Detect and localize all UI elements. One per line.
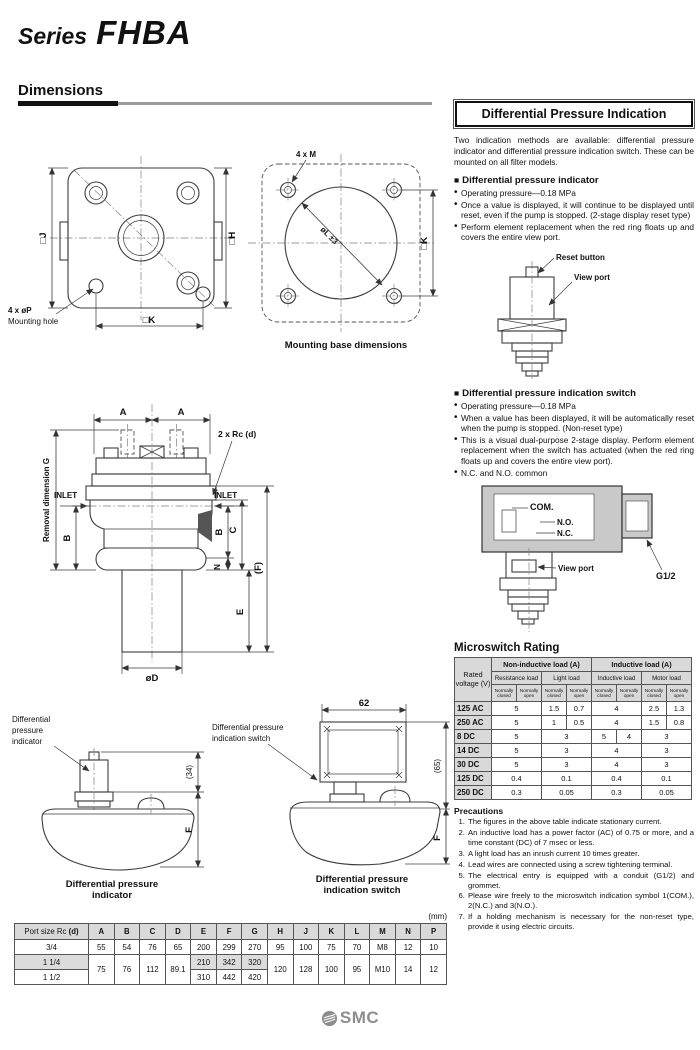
bullet-item: • Operating pressure—0.18 MPa bbox=[454, 401, 694, 412]
bullet-item: • Once a value is displayed, it will continue to be displayed until reset, even if the pump is stopped. (2-stage display reset type) bbox=[454, 200, 694, 221]
indicator-section-heading bbox=[454, 175, 694, 186]
switch-callout-2: indication switch bbox=[212, 734, 271, 743]
bullet-item: • Perform element replacement when the red ring floats up and covers the entire view port. bbox=[454, 222, 694, 243]
col-header: N bbox=[395, 924, 421, 940]
indicator-callout-1: Differential bbox=[12, 715, 51, 724]
rating-value-cell: 4 bbox=[617, 730, 642, 744]
dim-34-label: (34) bbox=[185, 764, 194, 780]
indicator-detail-figure bbox=[454, 247, 694, 381]
switch-callout-1: Differential pressure bbox=[212, 723, 284, 732]
precaution-item: 5. The electrical entry is equipped with a conduit (G1/2) and grommet. bbox=[467, 871, 694, 891]
filter-housing bbox=[42, 794, 194, 870]
rated-voltage-cell: 125 AC bbox=[455, 702, 492, 716]
microswitch-rating-table bbox=[454, 657, 692, 800]
precaution-item: 2. An inductive load has a power factor (AC) of 0.75 or more, and a time constant (DC) of 7 msec or less. bbox=[467, 828, 694, 848]
col-header: M bbox=[370, 924, 396, 940]
bullet-item: • When a value has been displayed, it will be automatically reset when the pump is stopped. (Non-reset type) bbox=[454, 413, 694, 434]
dimension-value-cell: 320 bbox=[242, 955, 268, 970]
col-header: G bbox=[242, 924, 268, 940]
normally-closed-header: Normally closed bbox=[642, 685, 667, 702]
dimension-value-cell: 342 bbox=[216, 955, 242, 970]
dimension-row bbox=[15, 955, 447, 970]
normally-closed-header: Normally closed bbox=[492, 685, 517, 702]
unit-label: (mm) bbox=[428, 912, 447, 921]
inductive-load-header: Inductive load (A) bbox=[592, 658, 692, 672]
intro-paragraph: Two indication methods are available: differential pressure indicator and differential pressure indication switch. These can be mounted on all filter models. bbox=[454, 135, 694, 167]
precaution-item: 3. A light load has an inrush current 10 times greater. bbox=[467, 849, 694, 859]
dimension-value-cell: 12 bbox=[421, 955, 447, 985]
rating-value-cell: 0.4 bbox=[592, 772, 642, 786]
microswitch-row bbox=[455, 716, 692, 730]
rating-value-cell: 3 bbox=[542, 744, 592, 758]
precautions-list bbox=[454, 817, 694, 932]
dimension-value-cell: 95 bbox=[344, 955, 370, 985]
port-size-header-d: (d) bbox=[68, 927, 79, 936]
switch-view-port-label: View port bbox=[558, 564, 594, 574]
precautions-title: Precautions bbox=[454, 806, 504, 817]
rating-value-cell: 5 bbox=[492, 758, 542, 772]
rating-value-cell: 2.5 bbox=[642, 702, 667, 716]
right-column bbox=[454, 100, 694, 933]
dim-h-label: □H bbox=[227, 231, 238, 245]
rating-value-cell: 4 bbox=[592, 702, 642, 716]
rating-value-cell: 0.3 bbox=[592, 786, 642, 800]
indicator-figure bbox=[10, 710, 215, 902]
dimension-value-cell: 100 bbox=[319, 955, 345, 985]
dimension-value-cell: 70 bbox=[344, 940, 370, 955]
differential-pressure-indication-title: Differential Pressure Indication bbox=[455, 101, 693, 127]
rated-voltage-cell: 30 DC bbox=[455, 758, 492, 772]
rating-value-cell: 0.7 bbox=[567, 702, 592, 716]
normally-closed-header: Normally closed bbox=[592, 685, 617, 702]
indicator-device bbox=[498, 261, 566, 379]
rating-value-cell: 5 bbox=[492, 730, 542, 744]
smc-logo-text: SMC bbox=[339, 1008, 380, 1027]
microswitch-row bbox=[455, 758, 692, 772]
square-bullet-icon: ■ bbox=[454, 387, 460, 398]
col-header: F bbox=[216, 924, 242, 940]
indicator-caption-1: Differential pressure bbox=[65, 879, 159, 890]
rating-value-cell: 4 bbox=[592, 716, 642, 730]
rating-value-cell: 4 bbox=[592, 744, 642, 758]
rating-value-cell: 5 bbox=[492, 744, 542, 758]
dimension-value-cell: 76 bbox=[140, 940, 166, 955]
rated-voltage-cell: 250 DC bbox=[455, 786, 492, 800]
dimension-value-cell: 420 bbox=[242, 970, 268, 985]
section-hatch bbox=[198, 510, 212, 542]
mounting-hole-callout-sub: Mounting hole bbox=[8, 317, 59, 326]
normally-open-header: Normally open bbox=[667, 685, 692, 702]
section-rule bbox=[18, 101, 432, 106]
dim-d-label: øD bbox=[145, 673, 159, 684]
rated-voltage-cell: 8 DC bbox=[455, 730, 492, 744]
normally-open-header: Normally open bbox=[617, 685, 642, 702]
dimension-value-cell: 14 bbox=[395, 955, 421, 985]
dimension-value-cell: 76 bbox=[114, 955, 140, 985]
microswitch-row bbox=[455, 730, 692, 744]
indicator-heading-text: Differential pressure indicator bbox=[462, 175, 599, 186]
rated-voltage-header: Rated voltage (V) bbox=[455, 658, 492, 702]
dimension-value-cell: 120 bbox=[267, 955, 293, 985]
col-header: K bbox=[319, 924, 345, 940]
rating-value-cell: 3 bbox=[542, 758, 592, 772]
inlet-left-label: INLET bbox=[54, 491, 78, 500]
rating-value-cell: 0.1 bbox=[642, 772, 692, 786]
precaution-item: 7. If a holding mechanism is necessary for the non-reset type, provide it using electric circuits. bbox=[467, 912, 694, 932]
inductive-load-subheader: Inductive load bbox=[592, 672, 642, 685]
rating-value-cell: 3 bbox=[642, 730, 692, 744]
dim-b-right-label: B bbox=[214, 528, 225, 536]
rating-value-cell: 0.4 bbox=[492, 772, 542, 786]
microswitch-row bbox=[455, 702, 692, 716]
bullet-item: • This is a visual dual-purpose 2-stage display. Perform element replacement when the switch has actuated (when the red ring floats up and covers the entire view port). bbox=[454, 435, 694, 467]
square-bullet-icon: ■ bbox=[454, 175, 460, 185]
dimensions-title: Dimensions bbox=[18, 82, 104, 99]
dim-a-right-label: A bbox=[177, 407, 185, 418]
bullet-item: • Operating pressure—0.18 MPa bbox=[454, 188, 694, 199]
switch-section-heading bbox=[454, 388, 694, 399]
port-thread-callout: 2 x Rc (d) bbox=[218, 429, 257, 439]
filter-body-section bbox=[90, 500, 212, 548]
no-terminal-label: N.O. bbox=[557, 518, 574, 528]
port-size-header-text: Port size Rc bbox=[24, 927, 67, 936]
inlet-right-label: INLET bbox=[214, 491, 238, 500]
rating-value-cell: 1.5 bbox=[542, 702, 567, 716]
switch-figure bbox=[210, 694, 452, 898]
switch-bullets bbox=[454, 401, 694, 478]
microswitch-row bbox=[455, 786, 692, 800]
normally-open-header: Normally open bbox=[517, 685, 542, 702]
indicator-bullets bbox=[454, 188, 694, 243]
dimension-value-cell: 112 bbox=[140, 955, 166, 985]
col-header: H bbox=[267, 924, 293, 940]
precaution-item: 1. The figures in the above table indicate stationary current. bbox=[467, 817, 694, 827]
smc-logo-icon bbox=[321, 1010, 338, 1027]
col-header: A bbox=[89, 924, 115, 940]
dim-n-label: N bbox=[213, 564, 222, 570]
col-header: E bbox=[191, 924, 217, 940]
col-header: L bbox=[344, 924, 370, 940]
dimension-value-cell: 55 bbox=[89, 940, 115, 955]
switch-caption-1: Differential pressure bbox=[315, 874, 409, 885]
base-hole-callout: 4 x M bbox=[296, 150, 317, 159]
rated-voltage-cell: 125 DC bbox=[455, 772, 492, 786]
motor-load-header: Motor load bbox=[642, 672, 692, 685]
col-header: D bbox=[165, 924, 191, 940]
dim-c-label: C bbox=[228, 526, 239, 534]
dimensions-header bbox=[18, 82, 432, 106]
rating-value-cell: 5 bbox=[492, 702, 542, 716]
dim-k-label: □K bbox=[142, 315, 156, 326]
removal-dimension-label: Removal dimension G bbox=[42, 457, 51, 543]
dim-j-label: □J bbox=[38, 232, 49, 244]
filter-housing bbox=[290, 786, 440, 865]
port-size-cell: 1 1/4 bbox=[15, 955, 89, 970]
dimension-value-cell: 95 bbox=[267, 940, 293, 955]
filter-cross-section-drawing bbox=[16, 396, 288, 696]
non-inductive-load-header: Non-inductive load (A) bbox=[492, 658, 592, 672]
com-terminal-label: COM. bbox=[530, 502, 554, 513]
switch-body-stem bbox=[500, 548, 556, 632]
dimension-value-cell: 100 bbox=[293, 940, 319, 955]
dim-62-label: 62 bbox=[358, 698, 370, 709]
microswitch-row bbox=[455, 772, 692, 786]
filter-top-view-drawing bbox=[6, 146, 240, 352]
bullet-item: • N.C. and N.O. common bbox=[454, 468, 694, 479]
rating-value-cell: 0.1 bbox=[542, 772, 592, 786]
dim-a-left-label: A bbox=[119, 407, 127, 418]
col-header: C bbox=[140, 924, 166, 940]
dimension-value-cell: 310 bbox=[191, 970, 217, 985]
normally-open-header: Normally open bbox=[567, 685, 592, 702]
dimension-value-cell: 270 bbox=[242, 940, 268, 955]
dimension-table-wrap bbox=[14, 923, 447, 985]
filter-cap bbox=[86, 446, 216, 500]
dimension-value-cell: 442 bbox=[216, 970, 242, 985]
base-dim-k-label: □K bbox=[419, 236, 430, 250]
indicator-caption-2: indicator bbox=[91, 890, 133, 901]
rating-value-cell: 3 bbox=[542, 730, 592, 744]
precaution-item: 4. Lead wires are connected using a screw tightening terminal. bbox=[467, 860, 694, 870]
rating-value-cell: 1.3 bbox=[667, 702, 692, 716]
normally-closed-header: Normally closed bbox=[542, 685, 567, 702]
indicator-detail-drawing bbox=[454, 247, 691, 381]
reset-button-label: Reset button bbox=[556, 252, 605, 262]
mounting-hole-callout: 4 x øP bbox=[8, 306, 32, 315]
col-header: J bbox=[293, 924, 319, 940]
light-load-header: Light load bbox=[542, 672, 592, 685]
lower-flange bbox=[96, 548, 206, 570]
dimension-value-cell: 10 bbox=[421, 940, 447, 955]
dim-e-label: E bbox=[235, 608, 246, 616]
rating-value-cell: 0.8 bbox=[667, 716, 692, 730]
port-size-cell: 3/4 bbox=[15, 940, 89, 955]
rating-value-cell: 4 bbox=[592, 758, 642, 772]
dimension-value-cell: 65 bbox=[165, 940, 191, 955]
dimension-value-cell: 75 bbox=[319, 940, 345, 955]
switch-heading-text: Differential pressure indication switch bbox=[462, 387, 636, 399]
dim-65-label: (65) bbox=[433, 758, 442, 774]
resistance-load-header: Resistance load bbox=[492, 672, 542, 685]
switch-detail-figure bbox=[454, 482, 694, 634]
rated-voltage-cell: 14 DC bbox=[455, 744, 492, 758]
page-title bbox=[18, 14, 192, 52]
microswitch-rating-title: Microswitch Rating bbox=[454, 642, 560, 655]
dim-f-label: (F) bbox=[253, 561, 264, 575]
port-size-header bbox=[15, 924, 89, 940]
rating-value-cell: 0.5 bbox=[567, 716, 592, 730]
mounting-base-caption: Mounting base dimensions bbox=[284, 340, 408, 351]
conduit-label: G1/2 bbox=[656, 571, 676, 582]
rating-value-cell: 0.3 bbox=[492, 786, 542, 800]
rating-value-cell: 5 bbox=[592, 730, 617, 744]
rule-gray bbox=[118, 102, 432, 105]
rating-value-cell: 0.05 bbox=[542, 786, 592, 800]
indicator-callout-2: pressure bbox=[12, 726, 44, 735]
port-size-cell: 1 1/2 bbox=[15, 970, 89, 985]
mounting-base-drawing bbox=[240, 146, 452, 358]
dim-b-left-label: B bbox=[62, 534, 73, 542]
indicator-callout-3: indicator bbox=[12, 737, 43, 746]
dimension-value-cell: 200 bbox=[191, 940, 217, 955]
rating-value-cell: 3 bbox=[642, 744, 692, 758]
microswitch-row bbox=[455, 744, 692, 758]
dimension-value-cell: M10 bbox=[370, 955, 396, 985]
series-prefix: Series bbox=[18, 23, 88, 49]
view-port-label: View port bbox=[574, 272, 610, 282]
dimension-value-cell: 299 bbox=[216, 940, 242, 955]
footer-logo bbox=[0, 1008, 700, 1028]
rating-value-cell: 3 bbox=[642, 758, 692, 772]
dimension-value-cell: 54 bbox=[114, 940, 140, 955]
dimension-value-cell: 75 bbox=[89, 955, 115, 985]
rule-black bbox=[18, 101, 118, 106]
col-header: B bbox=[114, 924, 140, 940]
dimension-table bbox=[14, 923, 447, 985]
col-header: P bbox=[421, 924, 447, 940]
dimension-value-cell: 12 bbox=[395, 940, 421, 955]
dimension-value-cell: 89.1 bbox=[165, 955, 191, 985]
rating-value-cell: 5 bbox=[492, 716, 542, 730]
series-name: FHBA bbox=[96, 14, 192, 51]
rating-value-cell: 1 bbox=[542, 716, 567, 730]
precaution-item: 6. Please wire freely to the microswitch indication symbol 1(COM.), 2(N.C.) and 3(N.O.). bbox=[467, 891, 694, 911]
switch-detail-drawing bbox=[454, 482, 691, 634]
nc-terminal-label: N.C. bbox=[557, 529, 573, 539]
dimension-value-cell: 210 bbox=[191, 955, 217, 970]
dimension-row bbox=[15, 940, 447, 955]
indicator-dim-f-label: F bbox=[184, 827, 195, 833]
indicator-device bbox=[75, 748, 113, 810]
dimension-value-cell: M8 bbox=[370, 940, 396, 955]
switch-caption-2: indication switch bbox=[323, 885, 401, 896]
rated-voltage-cell: 250 AC bbox=[455, 716, 492, 730]
rating-value-cell: 1.5 bbox=[642, 716, 667, 730]
rating-value-cell: 0.05 bbox=[642, 786, 692, 800]
switch-dim-f-label: F bbox=[432, 835, 443, 841]
bore-diameter-label: øL ±3 bbox=[318, 225, 340, 247]
dimension-value-cell: 128 bbox=[293, 955, 319, 985]
